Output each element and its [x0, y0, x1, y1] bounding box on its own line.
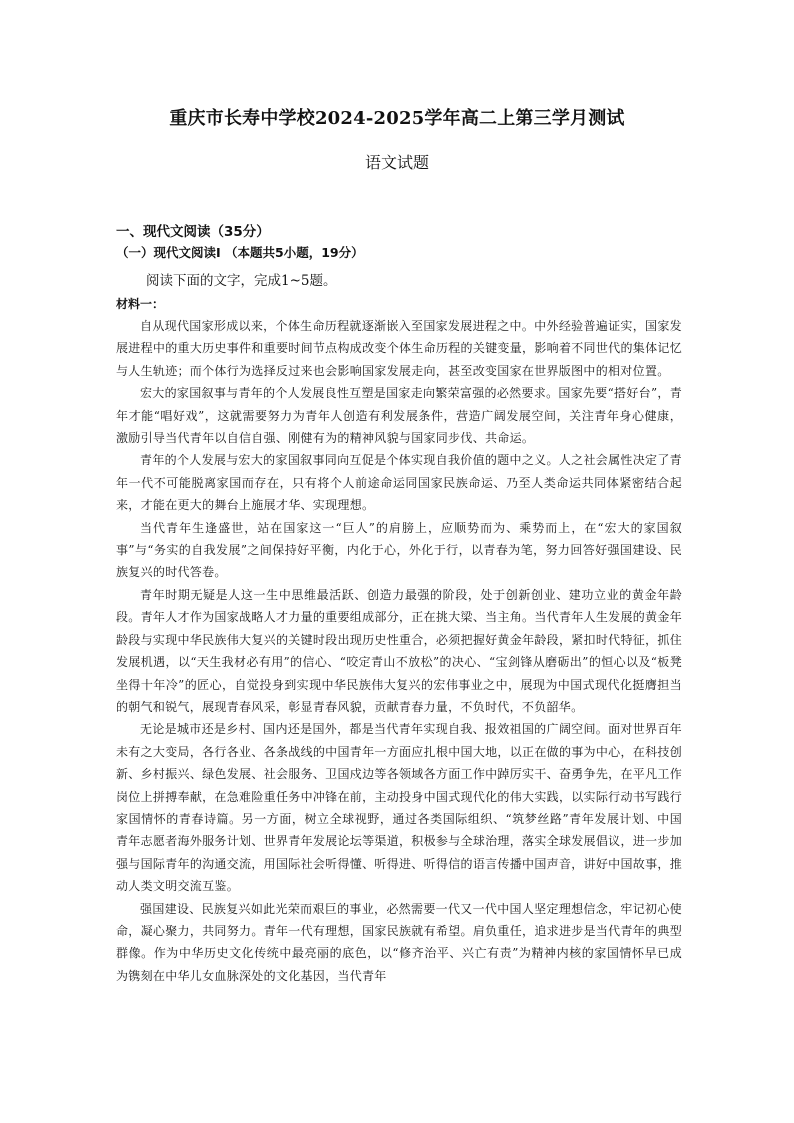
section-subheading: （一）现代文阅读I （本题共5小题，19分）: [116, 245, 364, 260]
exam-subtitle: 语文试题: [364, 153, 429, 172]
reading-instruction: 阅读下面的文字，完成1~5题。: [146, 273, 337, 289]
paragraph-2: 宏大的家国叙事与青年的个人发展良性互塑是国家走向繁荣富强的必然要求。国家先要“搭好台”，青年才能“唱好戏”，这就需要努力为青年人创造有利发展条件，营造广阔发展空间，关注青年身心健康，激励引导当代青年以自信自强、刚健有为的精神风貌与国家同步伐、共命运。: [116, 386, 682, 446]
paragraph-4: 当代青年生逢盛世，站在国家这一“巨人”的肩膀上，应顺势而为、乘势而上，在“宏大的家国叙事”与“务实的自我发展”之间保持好平衡，内化于心，外化于行，以青春为笔，努力回答好强国建设、民族复兴的时代答卷。: [116, 520, 682, 580]
paragraph-5: 青年时期无疑是人这一生中思维最活跃、创造力最强的阶段，处于创新创业、建功立业的黄金年龄段。青年人才作为国家战略人才力量的重要组成部分，正在挑大梁、当主角。当代青年人生发展的黄金年龄段与实现中华民族伟大复兴的关键时段出现历史性重合，必须把握好黄金年龄段，紧扣时代特征，抓住发展机遇，以“天生我材必有用”的信心、“咬定青山不放松”的决心、“宝剑锋从磨砺出”的恒心以及“板凳坐得十年冷”的匠心，自觉投身到实现中华民族伟大复兴的宏伟事业之中，展现为中国式现代化挺膺担当的朝气和锐气，展现青春风采，彰显青春风貌，贡献青春力量，不负时代，不负韶华。: [116, 587, 682, 714]
exam-title: 重庆市长寿中学校2024-2025学年高二上第三学月测试: [169, 108, 625, 129]
paragraph-6: 无论是城市还是乡村、国内还是国外，都是当代青年实现自我、报效祖国的广阔空间。面对世界百年未有之大变局，各行各业、各条战线的中国青年一方面应扎根中国大地，以正在做的事为中心，在科技创新、乡村振兴、绿色发展、社会服务、卫国戍边等各领域各方面工作中踔厉实干、奋勇争先，在平凡工作岗位上拼搏奉献，在急难险重任务中冲锋在前，主动投身中国式现代化的伟大实践，以实际行动书写践行家国情怀的青春诗篇。另一方面，树立全球视野，通过各类国际组织、“筑梦丝路”青年发展计划、中国青年志愿者海外服务计划、世界青年发展论坛等渠道，积极参与全球治理，落实全球发展倡议，进一步加强与国际青年的沟通交流，用国际社会听得懂、听得进、听得信的语言传播中国声音，讲好中国故事，推动人类文明交流互鉴。: [116, 722, 682, 894]
paragraph-3: 青年的个人发展与宏大的家国叙事同向互促是个体实现自我价值的题中之义。人之社会属性决定了青年一代不可能脱离家国而存在，只有将个人前途命运同国家民族命运、乃至人类命运共同体紧密结合起来，才能在更大的舞台上施展才华、实现理想。: [116, 453, 682, 513]
material-label: 材料一：: [116, 297, 165, 311]
paragraph-1: 自从现代国家形成以来，个体生命历程就逐渐嵌入至国家发展进程之中。中外经验普遍证实，国家发展进程中的重大历史事件和重要时间节点构成改变个体生命历程的关键变量，影响着不同世代的集体记忆与人生轨迹；而个体行为选择反过来也会影响国家发展走向，甚至改变国家在世界版图中的相对位置。: [116, 319, 682, 378]
paragraph-7: 强国建设、民族复兴如此光荣而艰巨的事业，必然需要一代又一代中国人坚定理想信念，牢记初心使命，凝心聚力，共同努力。青年一代有理想，国家民族就有希望。肩负重任，追求进步是当代青年的典型群像。作为中华历史文化传统中最亮丽的底色，以“修齐治平、兴亡有责”为精神内核的家国情怀早已成为镌刻在中华儿女血脉深处的文化基因，当代青年: [116, 901, 682, 983]
reading-passage: [116, 315, 682, 987]
section-heading: 一、现代文阅读（35分）: [116, 224, 270, 240]
